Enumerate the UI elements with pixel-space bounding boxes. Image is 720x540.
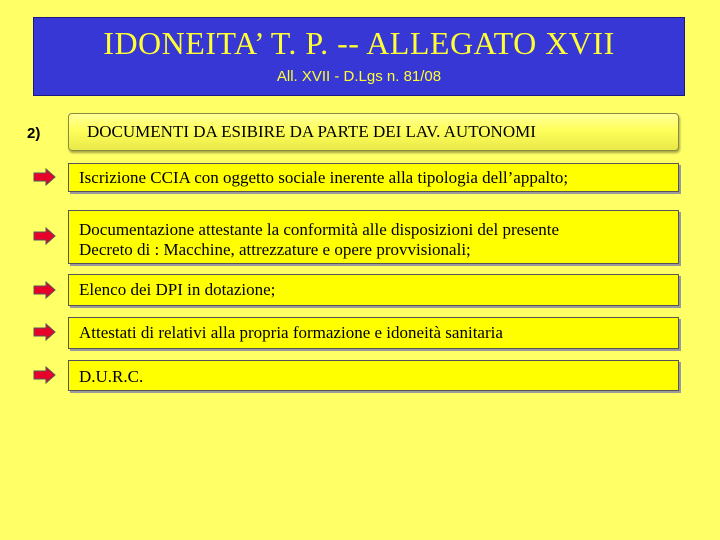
- arrow-right-icon: [33, 366, 56, 384]
- title-banner: [33, 17, 685, 96]
- arrow-right-icon: [33, 323, 56, 341]
- list-item-text: Attestati di relativi alla propria formazione e idoneità sanitaria: [79, 323, 503, 342]
- list-item-text: D.U.R.C.: [79, 367, 144, 386]
- section-title: DOCUMENTI DA ESIBIRE DA PARTE DEI LAV. AUTONOMI: [87, 122, 536, 141]
- arrow-right-icon: [33, 281, 56, 299]
- list-item: [68, 210, 679, 264]
- arrow-right-icon: [33, 227, 56, 245]
- list-item: [68, 360, 679, 391]
- list-item-text: Iscrizione CCIA con oggetto sociale inerente alla tipologia dell’appalto;: [79, 168, 569, 187]
- page-subtitle: All. XVII - D.Lgs n. 81/08: [276, 68, 442, 85]
- list-item-text-line2: Decreto di : Macchine, attrezzature e opere provvisionali;: [79, 240, 471, 259]
- page-title: IDONEITA’ T. P. -- ALLEGATO XVII: [103, 25, 615, 61]
- section-heading-box: [68, 113, 679, 151]
- list-item: [68, 274, 679, 306]
- list-item: [68, 163, 679, 192]
- list-item-text-line1: Documentazione attestante la conformità alle disposizioni del presente: [79, 220, 560, 239]
- section-number: 2): [27, 125, 41, 142]
- arrow-right-icon: [33, 168, 56, 186]
- list-item: [68, 317, 679, 349]
- list-item-text: Elenco dei DPI in dotazione;: [79, 280, 276, 299]
